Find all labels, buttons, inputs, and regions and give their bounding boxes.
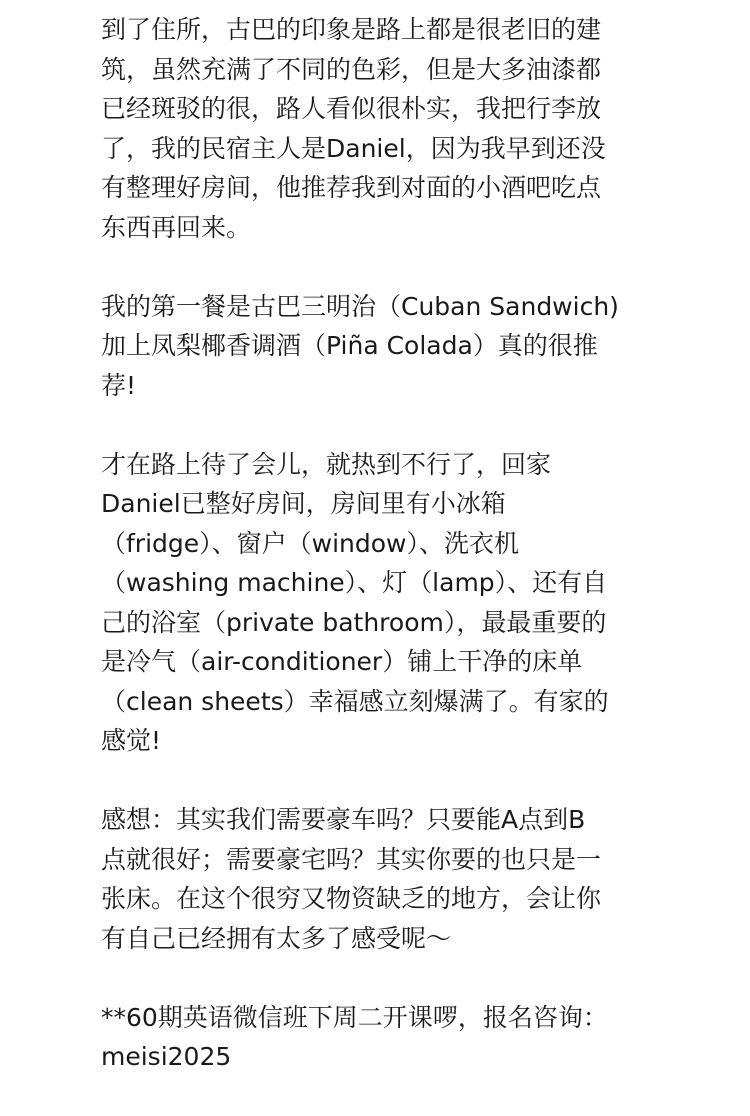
text-line: 筑，虽然充满了不同的色彩，但是大多油漆都	[101, 54, 602, 84]
text-line: 感觉!	[101, 726, 162, 755]
paragraph-room	[101, 445, 661, 761]
text-line: Daniel已整好房间，房间里有小冰箱	[101, 489, 506, 518]
text-line: 东西再回来。	[101, 212, 252, 242]
text-line: 到了住所，古巴的印象是路上都是很老旧的建	[101, 15, 602, 44]
paragraph-first-meal	[101, 287, 661, 406]
text-line: 我的第一餐是古巴三明治（Cuban Sandwich)	[101, 291, 619, 321]
text-line: （washing machine）、灯（lamp）、还有自	[101, 568, 608, 597]
wechat-id-text[interactable]: meisi2025	[101, 1042, 232, 1071]
text-line: 张床。在这个很穷又物资缺乏的地方，会让你	[101, 884, 602, 913]
text-line: 有自己已经拥有太多了感受呢～	[101, 923, 452, 953]
text-line: 是冷气（air-conditioner）铺上干净的床单	[101, 647, 583, 676]
text-line: 感想：其实我们需要豪车吗？只要能A点到B	[101, 805, 586, 834]
text-line: 己的浴室（private bathroom），最最重要的	[101, 607, 607, 637]
paragraph-reflection	[101, 800, 661, 958]
text-line: 了，我的民宿主人是Daniel，因为我早到还没	[101, 133, 606, 163]
text-line: （clean sheets）幸福感立刻爆满了。有家的	[101, 686, 609, 716]
text-line: 有整理好房间，他推荐我到对面的小酒吧吃点	[101, 173, 602, 202]
text-line: 荐!	[101, 370, 137, 400]
text-line: 才在路上待了会儿，就热到不行了，回家	[101, 449, 552, 479]
text-line: 加上凤梨椰香调酒（Piña Colada）真的很推	[101, 331, 598, 360]
paragraph-class-notice	[101, 998, 661, 1077]
paragraph-arrival	[101, 10, 661, 247]
text-line: 点就很好；需要豪宅吗？其实你要的也只是一	[101, 844, 602, 874]
text-line: **60期英语微信班下周二开课啰，报名咨询：	[101, 1002, 608, 1032]
article-body	[101, 10, 661, 1116]
text-line: 已经斑驳的很，路人看似很朴实，我把行李放	[101, 94, 602, 123]
text-line: （fridge）、窗户（window）、洗衣机	[101, 528, 519, 558]
